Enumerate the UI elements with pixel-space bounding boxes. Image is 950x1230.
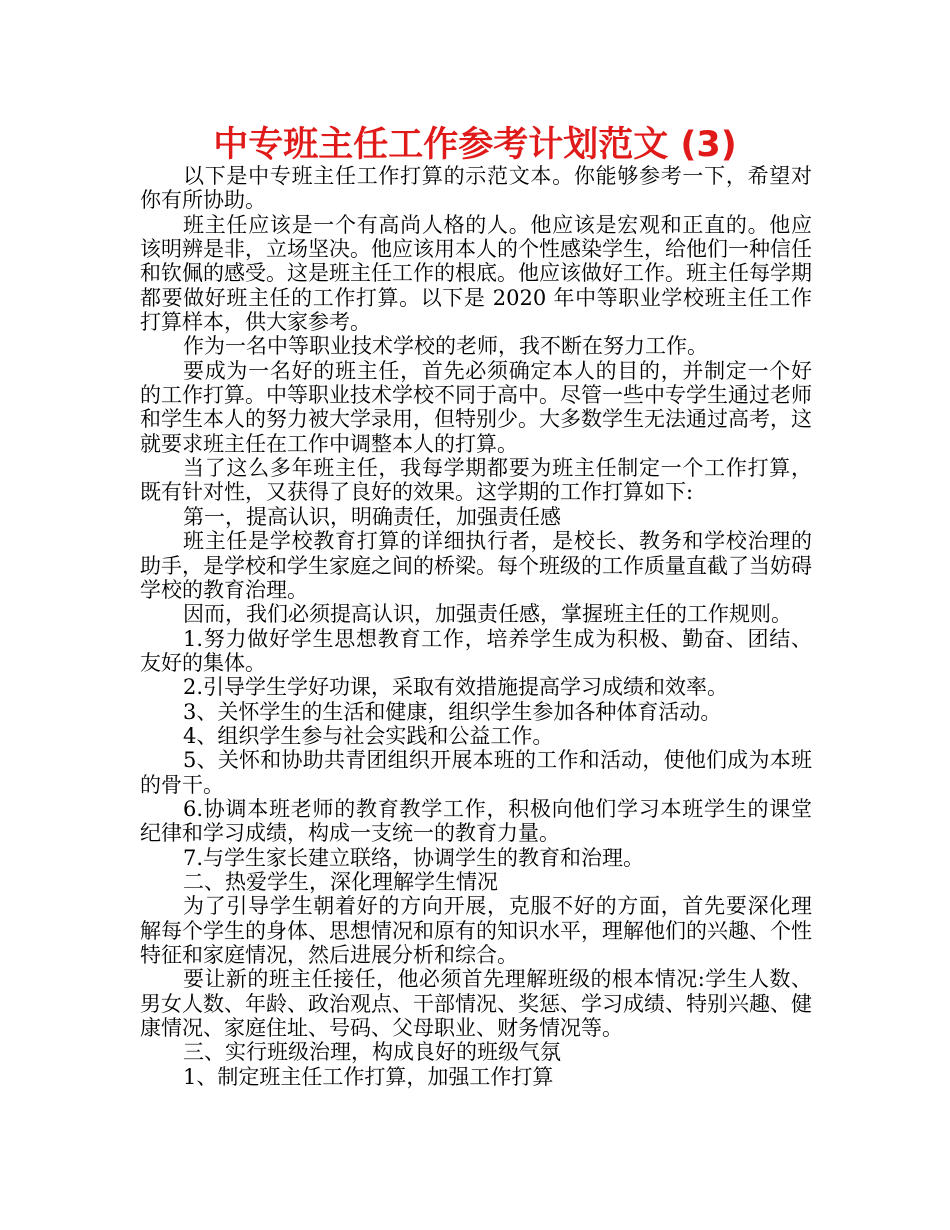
paragraph: 当了这么多年班主任，我每学期都要为班主任制定一个工作打算，既有针对性，又获得了良好的效果。这学期的工作打算如下:: [140, 456, 812, 505]
paragraph: 班主任应该是一个有高尚人格的人。他应该是宏观和正直的。他应该明辨是非，立场坚决。他应该用本人的个性感染学生，给他们一种信任和钦佩的感受。这是班主任工作的根底。他应该做好工作。班主任每学期都要做好班主任的工作打算。以下是 2020 年中等职业学校班主任工作打算样本，供大家参考。: [140, 212, 812, 335]
list-item: 1.努力做好学生思想教育工作，培养学生成为积极、勤奋、团结、友好的集体。: [140, 626, 812, 675]
list-item: 7.与学生家长建立联络，协调学生的教育和治理。: [183, 845, 645, 870]
paragraph: 要成为一名好的班主任，首先必须确定本人的目的，并制定一个好的工作打算。中等职业技术学校不同于高中。尽管一些中专学生通过老师和学生本人的努力被大学录用，但特别少。大多数学生无法通过高考，这就要求班主任在工作中调整本人的打算。: [140, 358, 812, 456]
paragraph: 为了引导学生朝着好的方向开展，克服不好的方面，首先要深化理解每个学生的身体、思想情况和原有的知识水平，理解他们的兴趣、个性特征和家庭情况，然后进展分析和综合。: [140, 894, 812, 967]
document-body: [140, 164, 812, 1089]
section-heading: 第一，提高认识，明确责任，加强责任感: [183, 504, 561, 529]
list-item: 4、组织学生参与社会实践和公益工作。: [183, 723, 554, 748]
list-item: 3、关怀学生的生活和健康，组织学生参加各种体育活动。: [183, 699, 722, 724]
list-item: 2.引导学生学好功课，采取有效措施提高学习成绩和效率。: [183, 675, 729, 700]
paragraph: 以下是中专班主任工作打算的示范文本。你能够参考一下，希望对你有所协助。: [140, 164, 812, 213]
list-item: 5、关怀和协助共青团组织开展本班的工作和活动，使他们成为本班的骨干。: [140, 748, 812, 797]
document-title: 中专班主任工作参考计划范文 (3): [213, 125, 737, 165]
paragraph: 因而，我们必须提高认识，加强责任感，掌握班主任的工作规则。: [183, 602, 792, 627]
section-heading: 三、实行班级治理，构成良好的班级气氛: [183, 1040, 561, 1065]
section-heading: 二、热爱学生，深化理解学生情况: [183, 869, 498, 894]
paragraph: 班主任是学校教育打算的详细执行者，是校长、教务和学校治理的助手，是学校和学生家庭之间的桥梁。每个班级的工作质量直截了当妨碍学校的教育治理。: [140, 529, 812, 602]
paragraph: 作为一名中等职业技术学校的老师，我不断在努力工作。: [183, 334, 708, 359]
list-item: 1、制定班主任工作打算，加强工作打算: [183, 1064, 554, 1089]
paragraph: 要让新的班主任接任，他必须首先理解班级的根本情况:学生人数、男女人数、年龄、政治观点、干部情况、奖惩、学习成绩、特别兴趣、健康情况、家庭住址、号码、父母职业、财务情况等。: [140, 967, 812, 1041]
list-item: 6.协调本班老师的教育教学工作，积极向他们学习本班学生的课堂纪律和学习成绩，构成一支统一的教育力量。: [140, 796, 812, 846]
